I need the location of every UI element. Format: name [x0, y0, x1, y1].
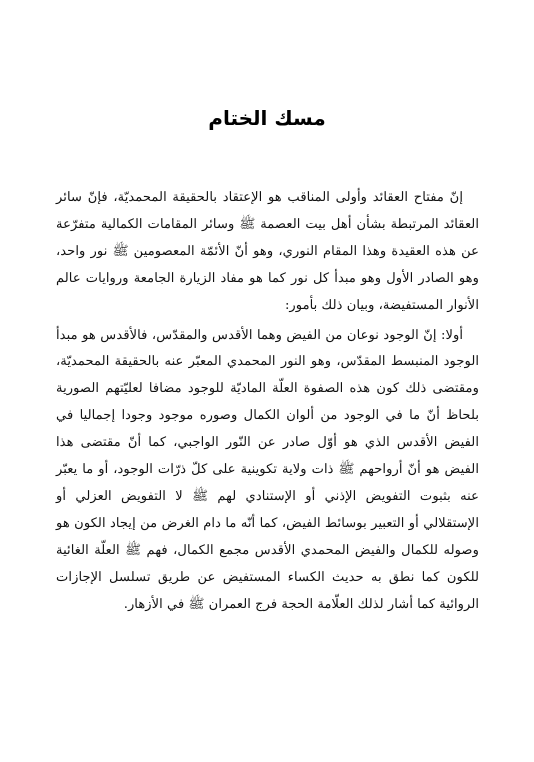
paragraph-first-point: أولا: إنّ الوجود نوعان من الفيض وهما الأقدس والمقدّس، فالأقدس هو مبدأ الوجود المنبسط المقدّس، وهو النور المحمدي المعبّر عنه بالحقيقة المحمديّة، ومقتضى ذلك كون هذه الصفوة العلّة الماديّة للوجود مضافا لعليّتهم الصورية بلحاظ أنّ ما في الوجود من ألوان الكمال وصوره موجود وجودا إجماليا في الفيض الأقدس الذي هو أوّل صادر عن النّور الواجبي، كما أنّ مقتضى هذا الفيض هو أنّ أرواحهم ﷺ ذات ولاية تكوينية على كلّ ذرّات الوجود، أو ما يعبّر عنه بثبوت التفويض الإذني أو الإستنادي لهم ﷺ لا التفويض العزلي أو الإستقلالي أو التعبير بوسائط الفيض، كما أنّه ما دام الغرض من إيجاد الكون هو وصوله للكمال والفيض المحمدي الأقدس مجمع الكمال، فهم ﷺ العلّة الغائية للكون كما نطق به حديث الكساء المستفيض عن طريق تسلسل الإجازات الروائية كما أشار لذلك العلّامة الحجة فرج العمران ﷺ في الأزهار.	[56, 327, 479, 612]
paragraph-intro: إنّ مفتاح العقائد وأولى المناقب هو الإعتقاد بالحقيقة المحمديّة، فإنّ سائر العقائد المرتبطة بشأن أهل بيت العصمة ﷺ وسائر المقامات الكمالية متفرّعة عن هذه العقيدة وهذا المقام النوري، وهو أنّ الأئمّة المعصومين ﷺ نور واحد، وهو الصادر الأول وهو مبدأ كل نور كما هو مفاد الزيارة الجامعة وروايات عالم الأنوار المستفيضة، وبيان ذلك بأمور:	[56, 190, 479, 313]
document-body	[56, 185, 479, 619]
page-title: مسك الختام	[208, 106, 326, 130]
